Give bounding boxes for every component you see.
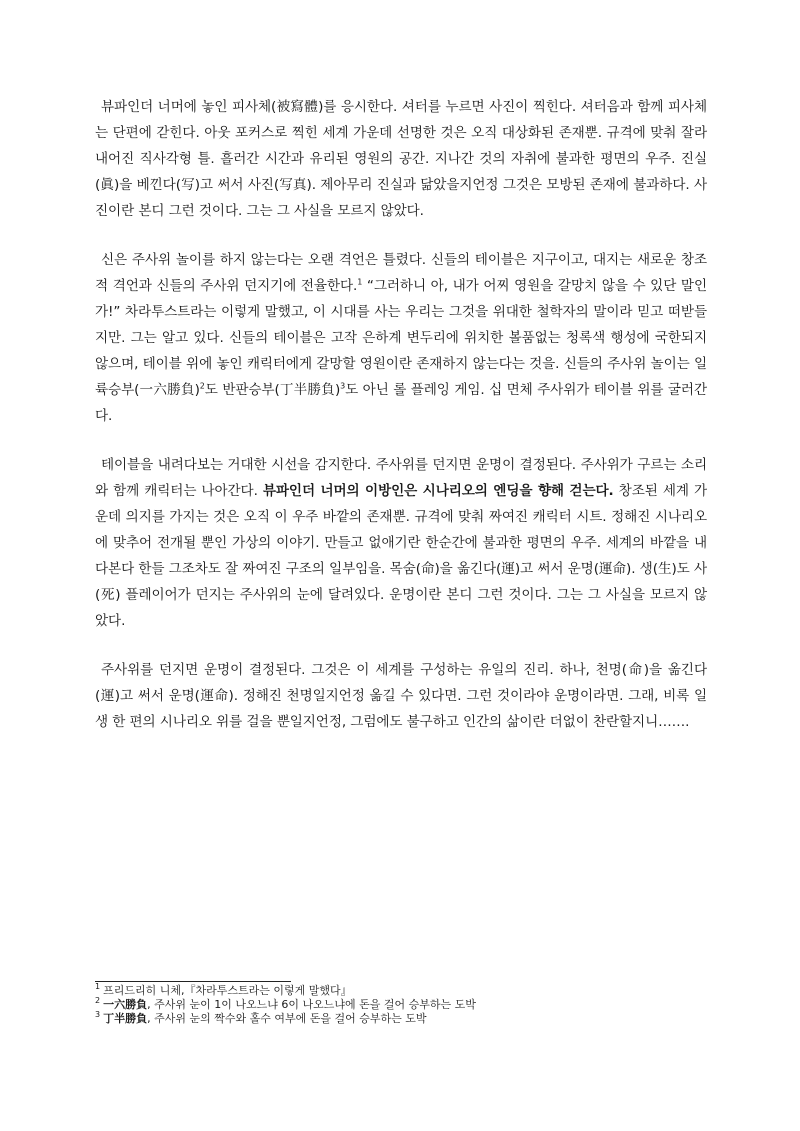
paragraph-1 (95, 94, 707, 224)
paragraph-text: 도 아닌 롤 플레잉 게임. 십 면체 주사위가 테이블 위를 굴러간다. (95, 382, 707, 424)
footnote-term: 丁半勝負 (103, 1012, 148, 1025)
paragraph-text: 테이블을 내려다보는 거대한 시선을 감지한다. 주사위를 던지면 운명이 결정된다. 주사위가 구르는 소리와 함께 캐릭터는 나아간다. (95, 457, 707, 499)
footnote-term: 一六勝負 (103, 998, 148, 1011)
footnote-divider (95, 981, 291, 982)
paragraph-4 (95, 657, 707, 735)
paragraph-2 (95, 247, 707, 429)
footnote-ref-2[interactable]: 2 (199, 381, 205, 391)
paragraph-text: 뷰파인더 너머에 놓인 피사체(被寫體)를 응시한다. 셔터를 누르면 사진이 찍힌다. 셔터음과 함께 피사체는 단편에 갇힌다. 아웃 포커스로 찍힌 세계 가운데 선명한 것은 오직 대상화된 존재뿐. 규격에 맞춰 잘라내어진 직사각형 틀. 흘러간 시간과 유리된 영원의 공간. 지나간 것의 자취에 불과한 평면의 우주. 진실(眞)을 베낀다(写)고 써서 사진(写真). 제아무리 진실과 닮았을지언정 그것은 모방된 존재에 불과하다. 사진이란 본디 그런 것이다. 그는 그 사실을 모르지 않았다. (95, 99, 707, 219)
footnote-2 (95, 998, 707, 1012)
footnote-text: , 주사위 눈이 1이 나오느냐 6이 나오느냐에 돈을 걸어 승부하는 도박 (147, 998, 476, 1011)
paragraph-text: 주사위를 던지면 운명이 결정된다. 그것은 이 세계를 구성하는 유일의 진리. 하나, 천명(命)을 옮긴다(運)고 써서 운명(運命). 정해진 천명일지언정 옮길 수 있다면. 그런 것이라야 운명이라면. 그래, 비록 일생 한 편의 시나리오 위를 걸을 뿐일지언정, 그럼에도 불구하고 인간의 삶이란 더없이 찬란할지니……. (95, 662, 707, 730)
footnote-number: 3 (95, 1010, 101, 1020)
paragraph-text: 창조된 세계 가운데 의지를 가지는 것은 오직 이 우주 바깥의 존재뿐. 규격에 맞춰 짜여진 캐릭터 시트. 정해진 시나리오에 맞추어 전개될 뿐인 가상의 이야기. 만들고 없애기란 한순간에 불과한 평면의 우주. 세계의 바깥을 내다본다 한들 그조차도 잘 짜여진 구조의 일부임을. 목숨(命)을 옮긴다(運)고 써서 운명(運命). 생(生)도 사(死) 플레이어가 던지는 주사위의 눈에 달려있다. 운명이란 본디 그런 것이다. 그는 그 사실을 모르지 않았다. (95, 483, 707, 629)
footnote-1 (95, 984, 707, 998)
paragraph-text: 도 반판승부(丁半勝負) (204, 382, 341, 398)
footnote-ref-3[interactable]: 3 (340, 381, 346, 391)
emphasized-sentence: 뷰파인더 너머의 이방인은 시나리오의 엔딩을 향해 걷는다. (262, 483, 614, 499)
document-body (95, 94, 707, 758)
footnote-ref-1[interactable]: 1 (357, 277, 363, 287)
paragraph-text: “그러하니 아, 내가 어찌 영원을 갈망치 않을 수 있단 말인가!” 차라투스트라는 이렇게 말했고, 이 시대를 사는 우리는 그것을 위대한 철학자의 말이라 믿고 떠받들지만. 그는 알고 있다. 신들의 테이블은 고작 은하계 변두리에 위치한 볼품없는 청록색 행성에 국한되지 않으며, 테이블 위에 놓인 캐릭터에게 갈망할 영원이란 존재하지 않는다는 것을. 신들의 주사위 놀이는 일륙승부(一六勝負) (95, 278, 707, 398)
footnote-number: 1 (95, 982, 101, 992)
footnote-text: 프리드리히 니체,『차라투스트라는 이렇게 말했다』 (103, 984, 352, 997)
paragraph-text: 신은 주사위 놀이를 하지 않는다는 오랜 격언은 틀렸다. 신들의 테이블은 지구이고, 대지는 새로운 창조적 격언과 신들의 주사위 던지기에 전율한다. (95, 252, 707, 294)
paragraph-3 (95, 452, 707, 634)
footnote-number: 2 (95, 996, 101, 1006)
footnotes (95, 984, 707, 1026)
footnote-3 (95, 1012, 707, 1026)
footnote-text: , 주사위 눈의 짝수와 홀수 여부에 돈을 걸어 승부하는 도박 (147, 1012, 427, 1025)
